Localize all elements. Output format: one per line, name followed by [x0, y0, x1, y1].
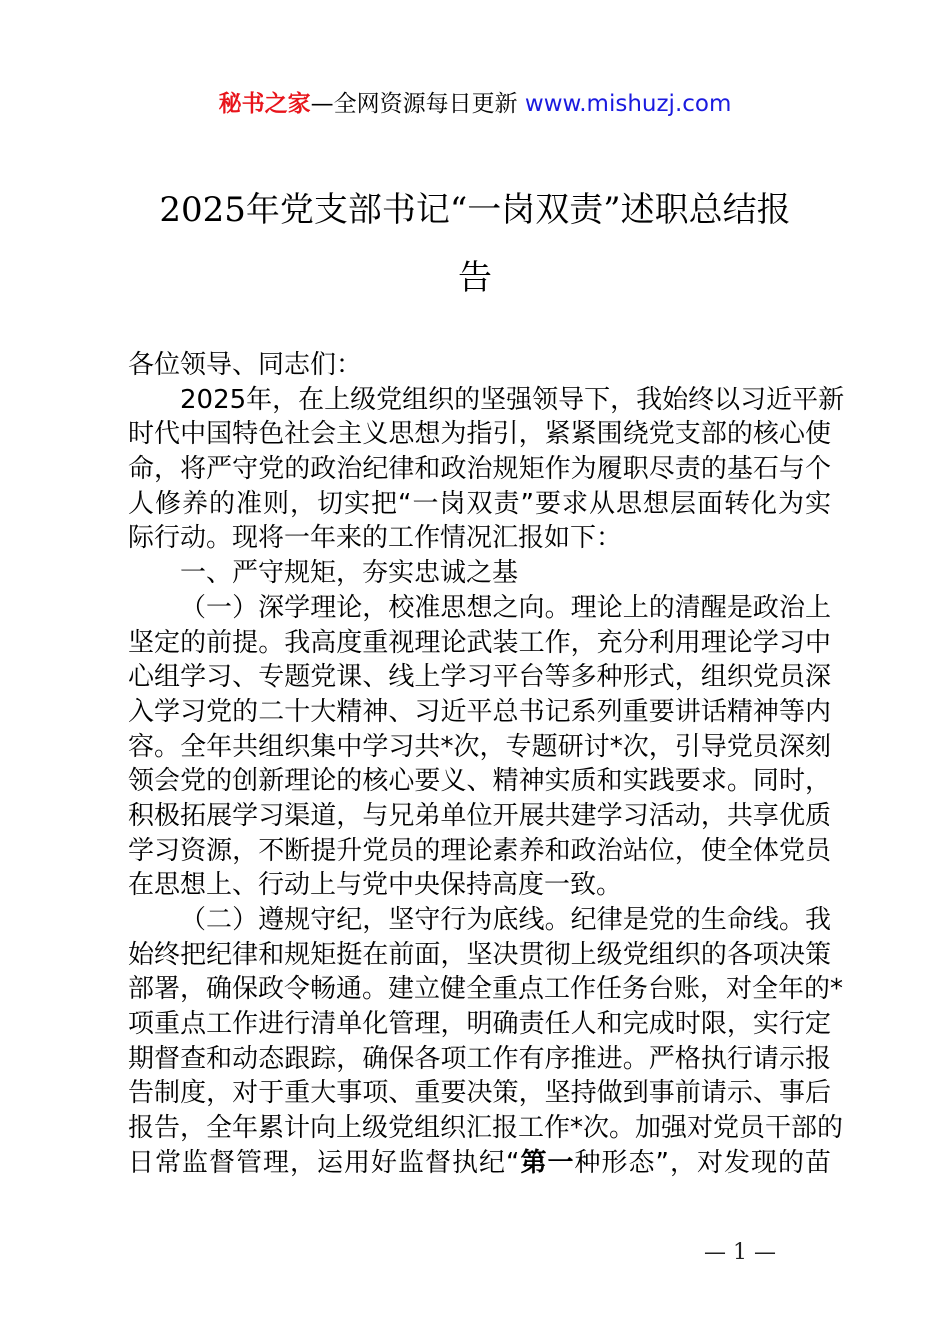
paragraph-line: 容。全年共组织集中学习共*次，专题研讨*次，引导党员深刻: [128, 731, 831, 762]
paragraph-line: 时代中国特色社会主义思想为指引，紧紧围绕党支部的核心使: [128, 419, 831, 450]
document-title-continued: 告: [458, 258, 492, 298]
paragraph-line: （一）深学理论，校准思想之向。理论上的清醒是政治上: [180, 592, 831, 623]
line-text: 日常监督管理，运用好监督执纪“: [128, 1147, 520, 1178]
section-heading: 一、严守规矩，夯实忠诚之基: [180, 558, 519, 589]
document-body: [128, 348, 845, 1181]
paragraph-line: 2025年，在上级党组织的坚强领导下，我始终以习近平新: [180, 384, 845, 415]
paragraph-line: 报告，全年累计向上级党组织汇报工作*次。加强对党员干部的: [128, 1113, 844, 1144]
paragraph-line: 心组学习、专题党课、线上学习平台等多种形式，组织党员深: [128, 662, 831, 693]
document-title: 2025年党支部书记“一岗双责”述职总结报: [159, 190, 791, 230]
site-banner: [0, 88, 950, 120]
paragraph-line: 命，将严守党的政治纪律和政治规矩作为履职尽责的基石与个: [128, 454, 831, 485]
brand-name: 秘书之家: [218, 91, 311, 117]
paragraph-line: （二）遵规守纪，坚守行为底线。纪律是党的生命线。我: [180, 905, 831, 935]
bold-text: 第一: [519, 1147, 575, 1178]
paragraph-line: 学习资源，不断提升党员的理论素养和政治站位，使全体党员: [128, 835, 831, 866]
paragraph-line: 积极拓展学习渠道，与兄弟单位开展共建学习活动，共享优质: [128, 800, 831, 831]
paragraph-line: [128, 1146, 831, 1181]
paragraph-line: 项重点工作进行清单化管理，明确责任人和完成时限，实行定: [128, 1009, 831, 1040]
paragraph-line: 坚定的前提。我高度重视理论武装工作，充分利用理论学习中: [128, 627, 831, 658]
paragraph-line: 告制度，对于重大事项、重要决策，坚持做到事前请示、事后: [128, 1078, 831, 1109]
paragraph-line: 入学习党的二十大精神、习近平总书记系列重要讲话精神等内: [128, 696, 831, 727]
paragraph-line: 部署，确保政令畅通。建立健全重点工作任务台账，对全年的*: [128, 974, 844, 1005]
paragraph-line: 人修养的准则，切实把“一岗双责”要求从思想层面转化为实: [128, 488, 831, 519]
salutation: 各位领导、同志们：: [128, 350, 363, 380]
page-number: — 1 —: [704, 1240, 776, 1265]
banner-slogan: —全网资源每日更新: [310, 91, 525, 117]
paragraph-line: 际行动。现将一年来的工作情况汇报如下：: [128, 523, 623, 554]
paragraph-line: 期督查和动态跟踪，确保各项工作有序推进。严格执行请示报: [128, 1043, 831, 1074]
paragraph-line: 领会党的创新理论的核心要义、精神实质和实践要求。同时，: [128, 766, 831, 797]
paragraph-line: 在思想上、行动上与党中央保持高度一致。: [128, 870, 623, 901]
paragraphs: [128, 383, 845, 1146]
site-url-link[interactable]: www.mishuzj.com: [524, 91, 732, 117]
line-text: 种形态”，对发现的苗: [574, 1147, 831, 1178]
paragraph-line: 始终把纪律和规矩挺在前面，坚决贯彻上级党组织的各项决策: [128, 939, 831, 970]
